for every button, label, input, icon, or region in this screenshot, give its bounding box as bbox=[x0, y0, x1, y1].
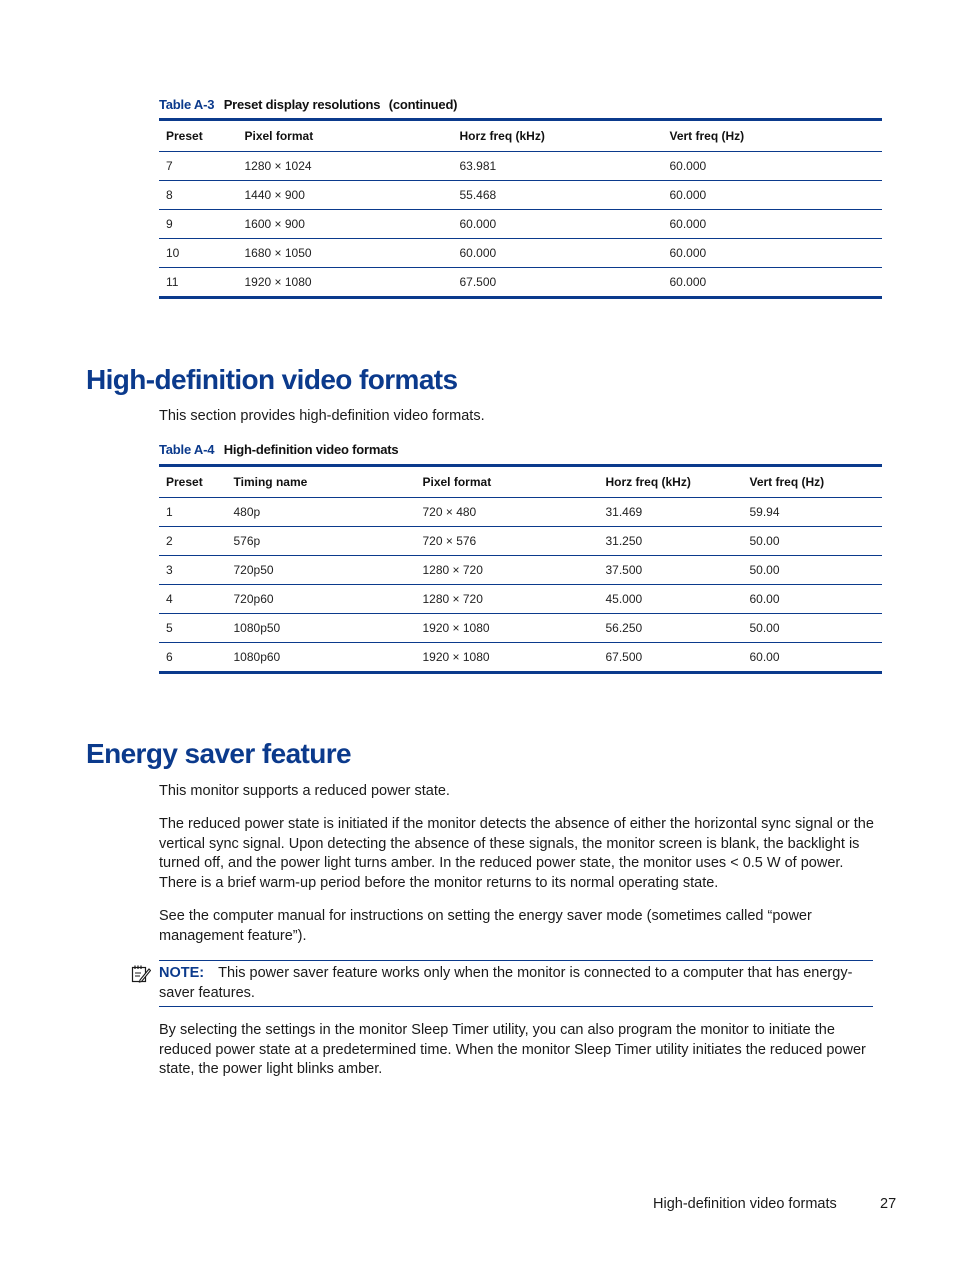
table-cell: 11 bbox=[159, 268, 237, 298]
note-top-rule bbox=[159, 960, 873, 961]
table-cell: 576p bbox=[226, 527, 415, 556]
note-body: This power saver feature works only when the monitor is connected to a computer that has energy-saver features. bbox=[159, 965, 853, 1001]
table-cell: 63.981 bbox=[452, 152, 662, 181]
table-cell: 67.500 bbox=[605, 650, 643, 664]
table-cell: 60.000 bbox=[662, 181, 882, 210]
table-cell: 50.00 bbox=[742, 614, 882, 643]
table-a3 bbox=[159, 118, 882, 299]
table-cell: 1080p60 bbox=[233, 650, 281, 664]
table-a3-caption-suffix: (continued) bbox=[388, 97, 458, 112]
table-cell: 56.250 bbox=[598, 614, 742, 643]
table-cell: 1920 × 1080 bbox=[422, 650, 490, 664]
footer-section-title: High-definition video formats bbox=[653, 1196, 837, 1212]
table-a3-header-pixel-format: Pixel format bbox=[237, 120, 452, 152]
table-cell: 720 × 576 bbox=[415, 527, 598, 556]
note-bottom-rule bbox=[159, 1006, 873, 1007]
table-a4-header-horz-freq: Horz freq (kHz) bbox=[598, 466, 742, 498]
table-cell: 60.00 bbox=[742, 585, 882, 614]
table-cell: 1920 × 1080 bbox=[415, 614, 598, 643]
table-row bbox=[159, 556, 882, 585]
table-row bbox=[159, 181, 882, 210]
table-cell: 1 bbox=[159, 498, 226, 527]
table-row bbox=[159, 268, 882, 298]
table-cell: 60.000 bbox=[669, 275, 707, 289]
table-a4-header-row bbox=[159, 466, 882, 498]
table-cell: 37.500 bbox=[598, 556, 742, 585]
table-cell: 67.500 bbox=[459, 275, 497, 289]
note-text bbox=[159, 964, 873, 1003]
energy-paragraph-3: See the computer manual for instructions on setting the energy saver mode (sometimes called “power management feature”). bbox=[159, 908, 812, 944]
energy-paragraph-2: The reduced power state is initiated if the monitor detects the absence of either the horizontal sync signal or the vertical sync signal. Upon detecting the absence of these signals, the monitor screen is blank, the backlight is turned off, and the power light turns amber. In the reduced power state, the monitor uses < 0.5 W of power. There is a brief warm-up period before the monitor returns to its normal operating state. bbox=[159, 816, 874, 891]
note-pencil-icon bbox=[131, 964, 151, 984]
footer-page-number: 27 bbox=[880, 1196, 897, 1212]
table-cell: 45.000 bbox=[598, 585, 742, 614]
table-cell: 720 × 480 bbox=[415, 498, 598, 527]
table-row bbox=[159, 210, 882, 239]
energy-section-heading: Energy saver feature bbox=[86, 738, 352, 769]
table-cell: 1280 × 720 bbox=[415, 556, 598, 585]
table-cell: 60.00 bbox=[749, 650, 780, 664]
table-a4-header-preset: Preset bbox=[159, 466, 226, 498]
hd-section-intro: This section provides high-definition video formats. bbox=[159, 408, 485, 424]
table-row bbox=[159, 585, 882, 614]
table-cell: 720p60 bbox=[226, 585, 415, 614]
table-cell: 60.000 bbox=[662, 239, 882, 268]
table-cell: 1280 × 720 bbox=[415, 585, 598, 614]
table-a4-caption-number: Table A-4 bbox=[159, 442, 215, 457]
table-cell: 50.00 bbox=[742, 527, 882, 556]
energy-paragraph-4: By selecting the settings in the monitor Sleep Timer utility, you can also program the monitor to initiate the reduced power state at a predetermined time. When the monitor Sleep Timer utility initiates the reduced power state, the power light blinks amber. bbox=[159, 1022, 866, 1077]
table-row bbox=[159, 152, 882, 181]
note-label: NOTE: bbox=[159, 965, 205, 981]
table-cell: 1080p50 bbox=[226, 614, 415, 643]
table-a3-caption-number: Table A-3 bbox=[159, 97, 215, 112]
table-cell: 10 bbox=[159, 239, 237, 268]
table-cell: 4 bbox=[159, 585, 226, 614]
table-cell: 55.468 bbox=[452, 181, 662, 210]
table-row bbox=[159, 239, 882, 268]
table-cell: 3 bbox=[159, 556, 226, 585]
table-row bbox=[159, 527, 882, 556]
table-cell: 5 bbox=[159, 614, 226, 643]
table-a4-caption bbox=[159, 442, 398, 457]
table-a3-header-horz-freq: Horz freq (kHz) bbox=[452, 120, 662, 152]
table-a3-header-vert-freq: Vert freq (Hz) bbox=[662, 120, 882, 152]
table-cell: 1680 × 1050 bbox=[237, 239, 452, 268]
table-cell: 1280 × 1024 bbox=[237, 152, 452, 181]
table-cell: 7 bbox=[159, 152, 237, 181]
table-cell: 31.469 bbox=[598, 498, 742, 527]
table-a4-caption-title: High-definition video formats bbox=[223, 442, 399, 457]
table-cell: 31.250 bbox=[598, 527, 742, 556]
table-cell: 2 bbox=[159, 527, 226, 556]
table-row bbox=[159, 643, 882, 673]
table-cell: 9 bbox=[159, 210, 237, 239]
table-cell: 50.00 bbox=[742, 556, 882, 585]
table-a4-header-pixel-format: Pixel format bbox=[415, 466, 598, 498]
table-a4-header-vert-freq: Vert freq (Hz) bbox=[742, 466, 882, 498]
table-cell: 1440 × 900 bbox=[237, 181, 452, 210]
table-cell: 720p50 bbox=[226, 556, 415, 585]
table-cell: 8 bbox=[159, 181, 237, 210]
table-a4-header-timing-name: Timing name bbox=[226, 466, 415, 498]
table-cell: 60.000 bbox=[452, 210, 662, 239]
table-row bbox=[159, 498, 882, 527]
table-a4 bbox=[159, 464, 882, 674]
table-row bbox=[159, 614, 882, 643]
table-cell: 480p bbox=[226, 498, 415, 527]
table-cell: 6 bbox=[159, 643, 226, 673]
energy-paragraph-1: This monitor supports a reduced power state. bbox=[159, 783, 450, 799]
hd-section-heading: High-definition video formats bbox=[86, 364, 458, 395]
table-cell: 59.94 bbox=[742, 498, 882, 527]
table-cell: 60.000 bbox=[662, 152, 882, 181]
table-cell: 60.000 bbox=[662, 210, 882, 239]
table-a3-caption-title: Preset display resolutions bbox=[223, 97, 381, 112]
table-a3-header-row bbox=[159, 120, 882, 152]
table-a3-caption bbox=[159, 97, 457, 112]
table-cell: 1600 × 900 bbox=[237, 210, 452, 239]
table-cell: 1920 × 1080 bbox=[244, 275, 312, 289]
table-cell: 60.000 bbox=[452, 239, 662, 268]
table-a3-header-preset: Preset bbox=[159, 120, 237, 152]
